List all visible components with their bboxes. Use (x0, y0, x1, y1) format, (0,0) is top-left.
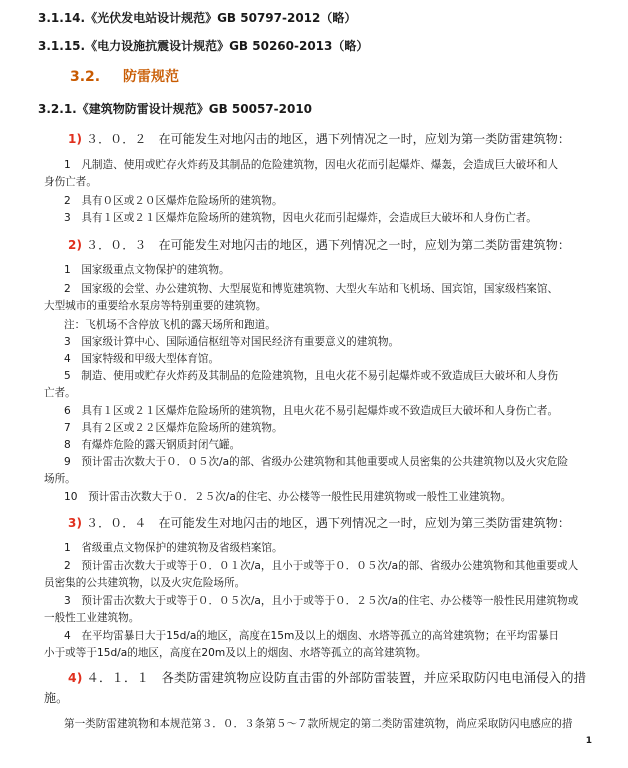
list-item: 3 国家级计算中心、国际通信枢纽等对国民经济有重要意义的建筑物。 (64, 336, 400, 348)
heading-3-1-14: 3.1.14.《光伏发电站设计规范》GB 50797-2012（略） (38, 11, 357, 25)
list-item: 1 凡制造、使用或贮存火炸药及其制品的危险建筑物，因电火花而引起爆炸、爆轰，会造成巨大破坏和人 (64, 159, 559, 171)
heading-3-1-15: 3.1.15.《电力设施抗震设计规范》GB 50260-2013（略） (38, 39, 369, 53)
list-item: 8 有爆炸危险的露天钢质封闭气罐。 (64, 439, 241, 451)
list-item: 2 国家级的会堂、办公建筑物、大型展览和博览建筑物、大型火车站和飞机场、国宾馆，国家级档案馆、 (64, 283, 559, 295)
list-item: 6 具有１区或２１区爆炸危险场所的建筑物，且电火花不易引起爆炸或不致造成巨大破坏和人身伤亡者。 (64, 405, 559, 417)
list-item: 4 在平均雷暴日大于15d/a的地区，高度在15m及以上的烟囱、水塔等孤立的高耸建筑物；在平均雷暴日 (64, 630, 560, 642)
item-text: ４．１．１ 各类防雷建筑物应设防直击雷的外部防雷装置，并应采取防闪电电涌侵入的措 (86, 670, 587, 685)
page-number: 1 (585, 736, 592, 746)
list-item-cont: 小于或等于15d/a的地区，高度在20m及以上的烟囱、水塔等孤立的高耸建筑物。 (44, 647, 427, 659)
list-item-cont: 员密集的公共建筑物，以及火灾危险场所。 (44, 577, 246, 589)
list-item: 7 具有２区或２２区爆炸危险场所的建筑物。 (64, 422, 283, 434)
note: 注：飞机场不含停放飞机的露天场所和跑道。 (64, 319, 276, 331)
list-item: 10 预计雷击次数大于０．２５次/a的住宅、办公楼等一般性民用建筑物或一般性工业建筑物。 (64, 491, 512, 503)
item-text: ３．０．３ 在可能发生对地闪击的地区，遇下列情况之一时，应划为第二类防雷建筑物： (85, 238, 570, 252)
section-title: 防雷规范 (123, 69, 179, 85)
item-number: 4) (68, 670, 83, 685)
item-number: 2) (68, 238, 83, 252)
item-number: 3) (68, 516, 83, 530)
list-item-cont: 一般性工业建筑物。 (44, 612, 140, 624)
list-item: 3 预计雷击次数大于或等于０．０５次/a，且小于或等于０．２５次/a的住宅、办公楼等一般性民用建筑物或 (64, 595, 579, 607)
clause-item-4 (68, 668, 586, 686)
section-heading (70, 66, 179, 86)
paragraph: 第一类防雷建筑物和本规范第３．０．３条第５～７款所规定的第二类防雷建筑物，尚应采取防闪电感应的措 (64, 718, 573, 730)
list-item: 4 国家特级和甲级大型体育馆。 (64, 353, 220, 365)
clause-item-3 (68, 514, 570, 531)
clause-item-2 (68, 236, 570, 253)
item-text: ３．０．２ 在可能发生对地闪击的地区，遇下列情况之一时，应划为第一类防雷建筑物： (85, 132, 570, 146)
section-number: 3.2. (70, 69, 101, 85)
list-item-cont: 亡者。 (44, 387, 76, 399)
item-text: ３．０．４ 在可能发生对地闪击的地区，遇下列情况之一时，应划为第三类防雷建筑物： (85, 516, 570, 530)
list-item: 1 省级重点文物保护的建筑物及省级档案馆。 (64, 542, 283, 554)
list-item: 2 预计雷击次数大于或等于０．０１次/a，且小于或等于０．０５次/a的部、省级办公建筑物和其他重要或人 (64, 560, 579, 572)
list-item: 3 具有１区或２１区爆炸危险场所的建筑物，因电火花而引起爆炸，会造成巨大破坏和人身伤亡者。 (64, 212, 537, 224)
list-item: 1 国家级重点文物保护的建筑物。 (64, 264, 230, 276)
heading-3-2-1: 3.2.1.《建筑物防雷设计规范》GB 50057-2010 (38, 102, 313, 116)
list-item: 2 具有０区或２０区爆炸危险场所的建筑物。 (64, 195, 283, 207)
list-item-cont: 场所。 (44, 473, 76, 485)
clause-item-1 (68, 130, 570, 147)
list-item-cont: 大型城市的重要给水泵房等特别重要的建筑物。 (44, 300, 267, 312)
clause-item-4-cont: 施。 (44, 691, 69, 705)
item-number: 1) (68, 132, 83, 146)
list-item: 5 制造、使用或贮存火炸药及其制品的危险建筑物，且电火花不易引起爆炸或不致造成巨大破坏和人身伤 (64, 370, 559, 382)
list-item: 9 预计雷击次数大于０．０５次/a的部、省级办公建筑物和其他重要或人员密集的公共建筑物以及火灾危险 (64, 456, 569, 468)
list-item-cont: 身伤亡者。 (44, 176, 97, 188)
